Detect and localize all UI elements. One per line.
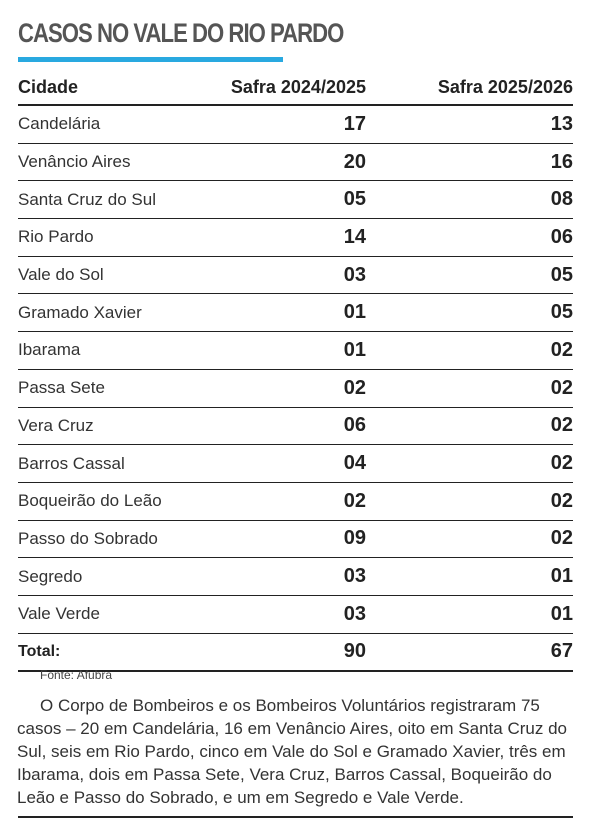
cases-2024-2025: 03 xyxy=(208,256,366,294)
cases-2024-2025: 01 xyxy=(208,294,366,332)
cases-2025-2026: 06 xyxy=(366,219,573,257)
cases-2024-2025: 02 xyxy=(208,369,366,407)
city-name: Venâncio Aires xyxy=(18,143,208,181)
cases-2025-2026: 02 xyxy=(366,407,573,445)
cases-2025-2026: 02 xyxy=(366,445,573,483)
total-2024-2025: 90 xyxy=(208,633,366,671)
table-total-row xyxy=(18,633,573,671)
table-row xyxy=(18,219,573,257)
cases-2024-2025: 14 xyxy=(208,219,366,257)
cases-2025-2026: 02 xyxy=(366,520,573,558)
total-label: Total: xyxy=(18,633,208,671)
cases-2024-2025: 20 xyxy=(208,143,366,181)
table-header-row xyxy=(18,70,573,105)
cases-2025-2026: 02 xyxy=(366,332,573,370)
table-row xyxy=(18,105,573,143)
cases-2024-2025: 01 xyxy=(208,332,366,370)
bottom-divider xyxy=(18,816,573,818)
cases-2024-2025: 03 xyxy=(208,595,366,633)
cases-2025-2026: 02 xyxy=(366,369,573,407)
table-row xyxy=(18,482,573,520)
city-name: Boqueirão do Leão xyxy=(18,482,208,520)
header-safra-2024-2025: Safra 2024/2025 xyxy=(208,70,366,105)
table-row xyxy=(18,369,573,407)
cases-2024-2025: 06 xyxy=(208,407,366,445)
cases-2025-2026: 02 xyxy=(366,482,573,520)
total-2025-2026: 67 xyxy=(366,633,573,671)
city-name: Vale do Sol xyxy=(18,256,208,294)
cases-2024-2025: 02 xyxy=(208,482,366,520)
city-name: Vale Verde xyxy=(18,595,208,633)
city-name: Passa Sete xyxy=(18,369,208,407)
cases-table xyxy=(18,70,573,672)
city-name: Vera Cruz xyxy=(18,407,208,445)
cases-2025-2026: 13 xyxy=(366,105,573,143)
cases-2024-2025: 09 xyxy=(208,520,366,558)
title-accent-bar xyxy=(18,57,283,62)
cases-2025-2026: 01 xyxy=(366,558,573,596)
table-row xyxy=(18,294,573,332)
table-row xyxy=(18,558,573,596)
header-cidade: Cidade xyxy=(18,70,208,105)
city-name: Santa Cruz do Sul xyxy=(18,181,208,219)
table-body xyxy=(18,105,573,671)
city-name: Rio Pardo xyxy=(18,219,208,257)
cases-2025-2026: 16 xyxy=(366,143,573,181)
table-row xyxy=(18,520,573,558)
cases-2025-2026: 08 xyxy=(366,181,573,219)
city-name: Gramado Xavier xyxy=(18,294,208,332)
cases-2024-2025: 03 xyxy=(208,558,366,596)
city-name: Candelária xyxy=(18,105,208,143)
table-row xyxy=(18,181,573,219)
table-row xyxy=(18,256,573,294)
city-name: Ibarama xyxy=(18,332,208,370)
cases-2024-2025: 17 xyxy=(208,105,366,143)
body-paragraph: O Corpo de Bombeiros e os Bombeiros Voluntários registraram 75 casos – 20 em Candelária, 16 em Venâncio Aires, oito em Santa Cruz do Sul, seis em Rio Pardo, cinco em Vale do Sol e Gramado Xavier, três em Ibarama, dois em Passa Sete, Vera Cruz, Barros Cassal, Boqueirão do Leão e Passo do Sobrado, e um em Segredo e Vale Verde. xyxy=(17,696,567,807)
cases-2024-2025: 05 xyxy=(208,181,366,219)
cases-2024-2025: 04 xyxy=(208,445,366,483)
table-row xyxy=(18,407,573,445)
table-row xyxy=(18,143,573,181)
table-row xyxy=(18,332,573,370)
cases-2025-2026: 05 xyxy=(366,294,573,332)
city-name: Passo do Sobrado xyxy=(18,520,208,558)
cases-2025-2026: 01 xyxy=(366,595,573,633)
header-safra-2025-2026: Safra 2025/2026 xyxy=(366,70,573,105)
source-note: Fonte: Afubra xyxy=(40,668,113,682)
city-name: Barros Cassal xyxy=(18,445,208,483)
cases-2025-2026: 05 xyxy=(366,256,573,294)
table-row xyxy=(18,595,573,633)
city-name: Segredo xyxy=(18,558,208,596)
page-title: CASOS NO VALE DO RIO PARDO xyxy=(18,18,344,48)
table-row xyxy=(18,445,573,483)
